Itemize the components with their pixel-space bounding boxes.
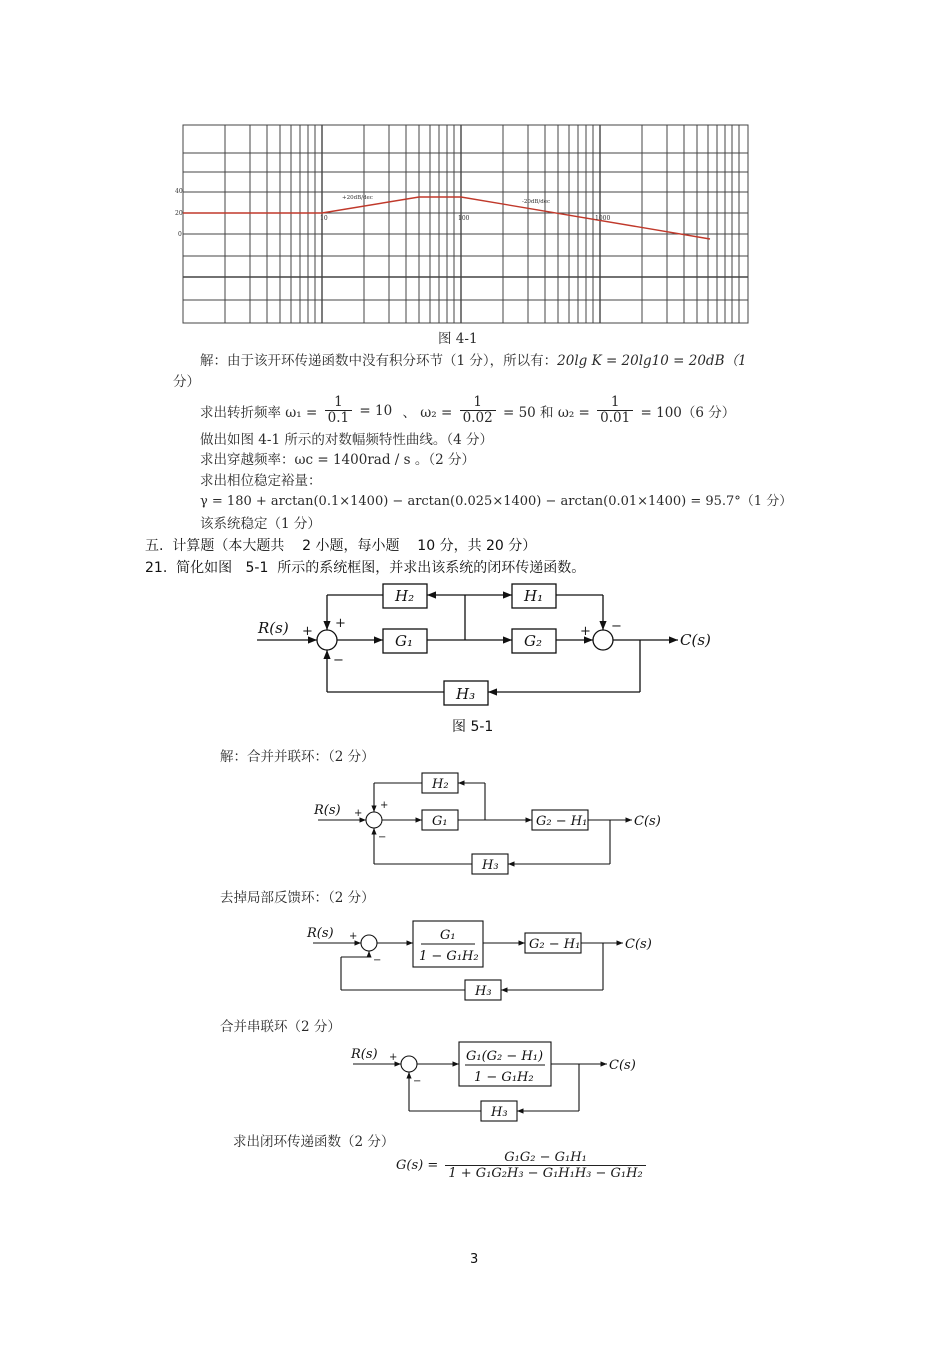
step-1-label: 解：合并并联环：（2 分） [220,749,375,765]
fraction-2-num: 1 [460,395,496,411]
diagram-step-3 [345,1038,665,1128]
corner-frequency-line [200,395,735,426]
solution-line-1 [200,349,747,369]
result-fraction [445,1150,645,1181]
step2-plus: + [349,931,358,942]
step3-plus: + [389,1052,398,1063]
page-number: 3 [470,1252,479,1267]
step1-h3: H₃ [482,858,499,873]
sign-minus-h1: − [611,619,622,634]
result-lhs: G(s) = [396,1158,439,1173]
value-3: = 100（6 分） [640,404,736,421]
step3-frac-den: 1 − G₁H₂ [474,1070,534,1085]
fraction-2 [460,395,496,426]
fraction-3-num: 1 [597,395,633,411]
summing-junction-2 [593,630,613,650]
step1-h2: H₂ [432,777,449,792]
step2-output: C(s) [625,937,652,952]
step2-minus: − [373,955,382,966]
fraction-3-den: 0.01 [600,410,631,426]
step2-g2-h1: G₂ − H₁ [529,937,581,952]
g2-label: G₂ [524,632,542,650]
freq-label-1000: 1000 [595,215,611,222]
step3-minus: − [413,1076,422,1087]
bode-grid [183,125,748,323]
fraction-3 [597,395,633,426]
value-1: = 10 [359,402,393,419]
figure-5-1-caption: 图 5-1 [452,719,494,735]
output-label: C(s) [680,631,711,649]
input-label: R(s) [258,619,289,637]
fraction-1-num: 1 [325,395,352,411]
step-4-label: 求出闭环传递函数（2 分） [233,1134,395,1150]
step3-input: R(s) [351,1047,378,1062]
solution-line-6: γ = 180 + arctan(0.1×1400) − arctan(0.025×1400) − arctan(0.01×1400) = 95.7°（1 分） [200,494,793,509]
step1-g2-h1: G₂ − H₁ [536,814,588,829]
step2-frac-den: 1 − G₁H₂ [419,949,479,964]
solution-line-5: 求出相位稳定裕量： [200,473,322,489]
bode-plot [170,110,750,330]
diagram-step-1 [310,768,680,880]
sign-plus-h2: + [335,616,346,631]
step1-plus-2: + [380,800,389,811]
result-numerator: G₁G₂ − G₁H₁ [445,1150,645,1166]
step-3-label: 合并串联环（2 分） [220,1019,341,1035]
solution-line-1c: 分） [173,374,200,390]
sign-plus-r: + [302,624,313,639]
fraction-1 [325,395,352,426]
step-2-label: 去掉局部反馈环：（2 分） [220,890,375,906]
solution-line-4: 求出穿越频率：ωc = 1400rad / s 。（2 分） [200,452,475,468]
value-2: = 50 和 ω₂ = [502,404,590,421]
diagram-step-2 [305,915,675,1005]
g1-label: G₁ [395,632,413,650]
freq-label-100: 100 [458,215,470,222]
step3-output: C(s) [609,1058,636,1073]
question-21: 21. 简化如图 5-1 所示的系统框图，并求出该系统的闭环传递函数。 [145,560,586,576]
step3-frac-num: G₁(G₂ − H₁) [466,1049,544,1064]
summing-junction-1 [317,630,337,650]
fraction-2-den: 0.02 [462,410,493,426]
step1-output: C(s) [634,814,661,829]
y-tick-0: 0 [178,231,182,238]
step2-input: R(s) [307,926,334,941]
solution-line-7: 该系统稳定（1 分） [200,516,321,532]
section-heading: 五. 计算题（本大题共 2 小题，每小题 10 分，共 20 分） [145,538,537,554]
step1-input: R(s) [314,803,341,818]
h1-label: H₁ [524,587,544,605]
step1-g1: G₁ [432,814,448,829]
h3-label: H₃ [456,685,476,703]
step1-minus: − [378,832,387,843]
y-tick-20: 20 [175,210,183,217]
sign-minus-h3: − [333,653,344,668]
step2-h3: H₃ [475,984,492,999]
slope-label-1: +20dB/dec [342,195,373,201]
figure-4-1-caption: 图 4-1 [438,331,478,347]
step3-h3: H₃ [491,1105,508,1120]
result-formula [396,1150,649,1181]
fraction-1-den: 0.1 [327,410,350,426]
step1-plus-1: + [354,808,363,819]
slope-label-2: -20dB/dec [522,199,551,205]
freq-label-10: 10 [320,215,328,222]
solution-line-1a: 解：由于该开环传递函数中没有积分环节（1 分），所以有： [200,353,558,369]
h2-label: H₂ [395,587,415,605]
separator-1: 、 ω₂ = [402,404,453,421]
y-tick-40: 40 [175,188,183,195]
sign-plus-g2: + [580,624,591,639]
solution-line-3: 做出如图 4-1 所示的对数幅频特性曲线。（4 分） [200,432,493,448]
corner-prefix: 求出转折频率 ω₁ = [200,404,318,421]
result-denominator: 1 + G₁G₂H₃ − G₁H₁H₃ − G₁H₂ [448,1166,643,1181]
step2-frac-num: G₁ [440,928,456,943]
solution-line-1b: 20lg K = 20lg10 = 20dB（1 [557,353,747,369]
